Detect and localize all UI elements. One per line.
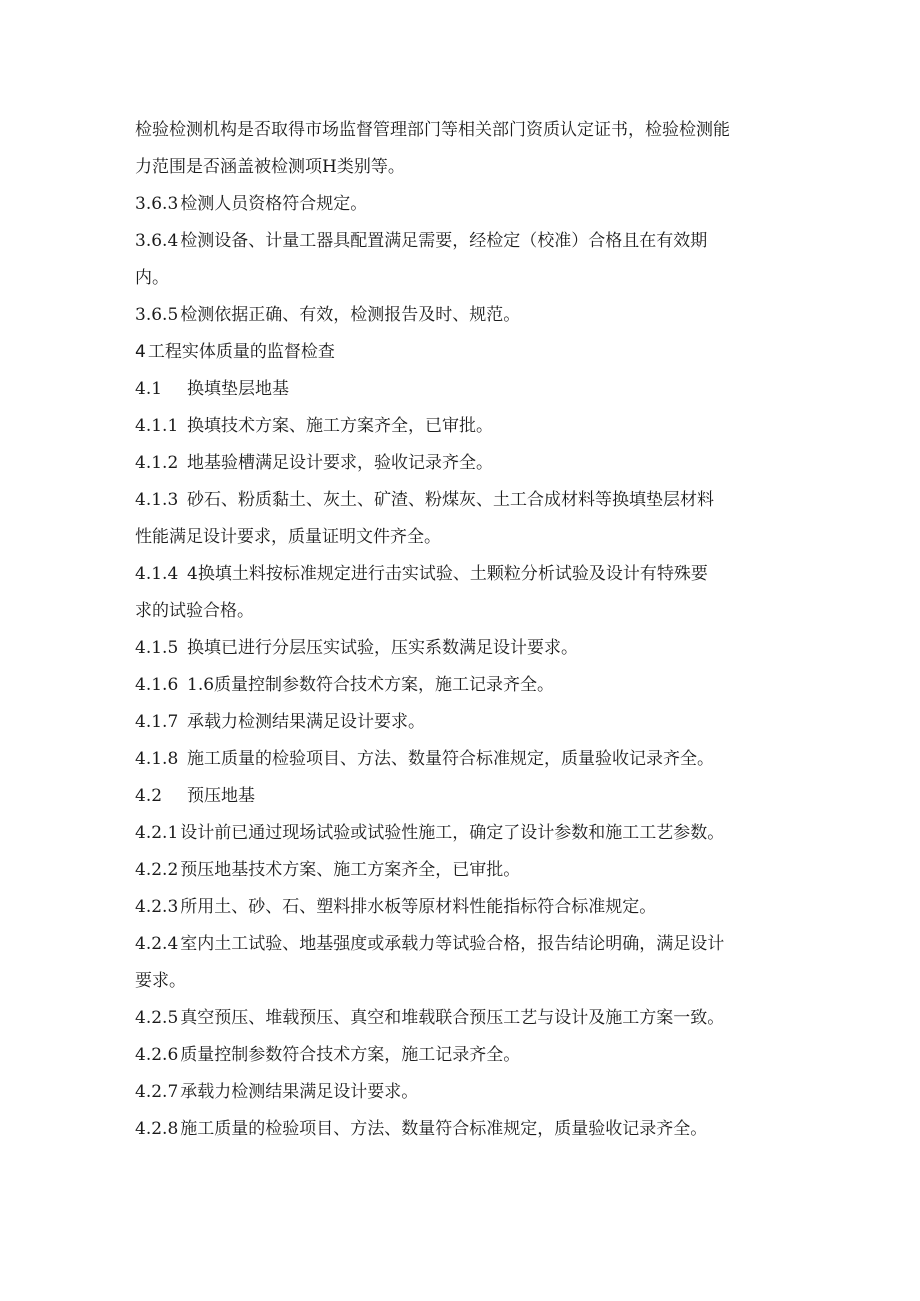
subsection-title: 换填垫层地基 [187,379,289,399]
clause-4-1-8 [135,741,795,778]
paragraph-line [135,963,795,1000]
clause-4-2-1 [135,815,795,852]
clause-number: 4.1.7 [135,712,179,732]
clause-number: 4.1.3 [135,490,179,510]
clause-number: 4.2.7 [135,1082,179,1102]
clause-number: 4.2.3 [135,897,179,917]
clause-3-6-4 [135,223,795,260]
line-text: 力范围是否涵盖被检测项H类别等。 [135,157,405,177]
clause-text: 换填已进行分层压实试验，压实系数满足设计要求。 [187,638,578,658]
paragraph-line [135,593,795,630]
clause-text: 预压地基技术方案、施工方案齐全，已审批。 [180,860,521,880]
section-heading-4 [135,334,795,371]
clause-text: 承载力检测结果满足设计要求。 [180,1082,419,1102]
clause-4-2-6 [135,1037,795,1074]
paragraph-line [135,149,795,186]
clause-4-2-7 [135,1074,795,1111]
clause-4-1-4 [135,556,795,593]
clause-text: 砂石、粉质黏土、灰土、矿渣、粉煤灰、土工合成材料等换填垫层材料 [187,490,714,510]
subsection-heading-4-1 [135,371,795,408]
clause-number: 4.2.8 [135,1119,179,1139]
clause-number: 3.6.4 [135,231,179,251]
clause-4-1-1 [135,408,795,445]
subsection-number: 4.1 [135,379,163,399]
clause-number: 4.2.5 [135,1008,179,1028]
clause-number: 4.2.1 [135,823,179,843]
clause-number: 4.1.1 [135,416,179,436]
subsection-number: 4.2 [135,786,163,806]
clause-text: 承载力检测结果满足设计要求。 [187,712,425,732]
clause-4-1-3 [135,482,795,519]
clause-text: 室内土工试验、地基强度或承载力等试验合格，报告结论明确，满足设计 [180,934,725,954]
clause-number: 4.1.2 [135,453,179,473]
clause-4-2-5 [135,1000,795,1037]
clause-text: 检测依据正确、有效，检测报告及时、规范。 [180,305,521,325]
clause-number: 4.2.2 [135,860,179,880]
subsection-heading-4-2 [135,778,795,815]
paragraph-line [135,112,795,149]
section-number: 4 [135,342,146,362]
clause-4-2-4 [135,926,795,963]
clause-3-6-5 [135,297,795,334]
line-text: 性能满足设计要求，质量证明文件齐全。 [135,527,441,547]
paragraph-line [135,519,795,556]
clause-text: 施工质量的检验项目、方法、数量符合标准规定，质量验收记录齐全。 [180,1119,708,1139]
clause-text: 设计前已通过现场试验或试验性施工，确定了设计参数和施工工艺参数。 [180,823,725,843]
section-title: 工程实体质量的监督检查 [147,342,335,362]
clause-number: 4.1.6 [135,675,179,695]
clause-4-1-7 [135,704,795,741]
clause-text: 4换填土料按标准规定进行击实试验、土颗粒分析试验及设计有特殊要 [187,564,708,584]
clause-text: 地基验槽满足设计要求，验收记录齐全。 [187,453,493,473]
clause-number: 4.2.4 [135,934,179,954]
clause-text: 质量控制参数符合技术方案，施工记录齐全。 [180,1045,521,1065]
clause-text: 真空预压、堆载预压、真空和堆载联合预压工艺与设计及施工方案一致。 [180,1008,725,1028]
clause-text: 换填技术方案、施工方案齐全，已审批。 [187,416,493,436]
clause-4-2-3 [135,889,795,926]
clause-text: 施工质量的检验项目、方法、数量符合标准规定，质量验收记录齐全。 [187,749,714,769]
line-text: 检验检测机构是否取得市场监督管理部门等相关部门资质认定证书，检验检测能 [135,120,730,140]
clause-4-1-6 [135,667,795,704]
paragraph-line [135,260,795,297]
clause-number: 4.1.8 [135,749,179,769]
clause-4-1-5 [135,630,795,667]
clause-text: 检测设备、计量工器具配置满足需要，经检定（校准）合格且在有效期 [180,231,708,251]
line-text: 要求。 [135,971,186,991]
line-text: 求的试验合格。 [135,601,254,621]
clause-4-2-2 [135,852,795,889]
clause-number: 4.1.5 [135,638,179,658]
clause-4-2-8 [135,1111,795,1148]
clause-number: 4.2.6 [135,1045,179,1065]
clause-text: 所用土、砂、石、塑料排水板等原材料性能指标符合标准规定。 [180,897,657,917]
line-text: 内。 [135,268,169,288]
clause-text: 检测人员资格符合规定。 [180,194,368,214]
subsection-title: 预压地基 [187,786,255,806]
clause-number: 3.6.3 [135,194,179,214]
clause-number: 4.1.4 [135,564,179,584]
clause-3-6-3 [135,186,795,223]
document-body [135,112,795,1148]
clause-text: 1.6质量控制参数符合技术方案，施工记录齐全。 [187,675,555,695]
clause-4-1-2 [135,445,795,482]
clause-number: 3.6.5 [135,305,179,325]
